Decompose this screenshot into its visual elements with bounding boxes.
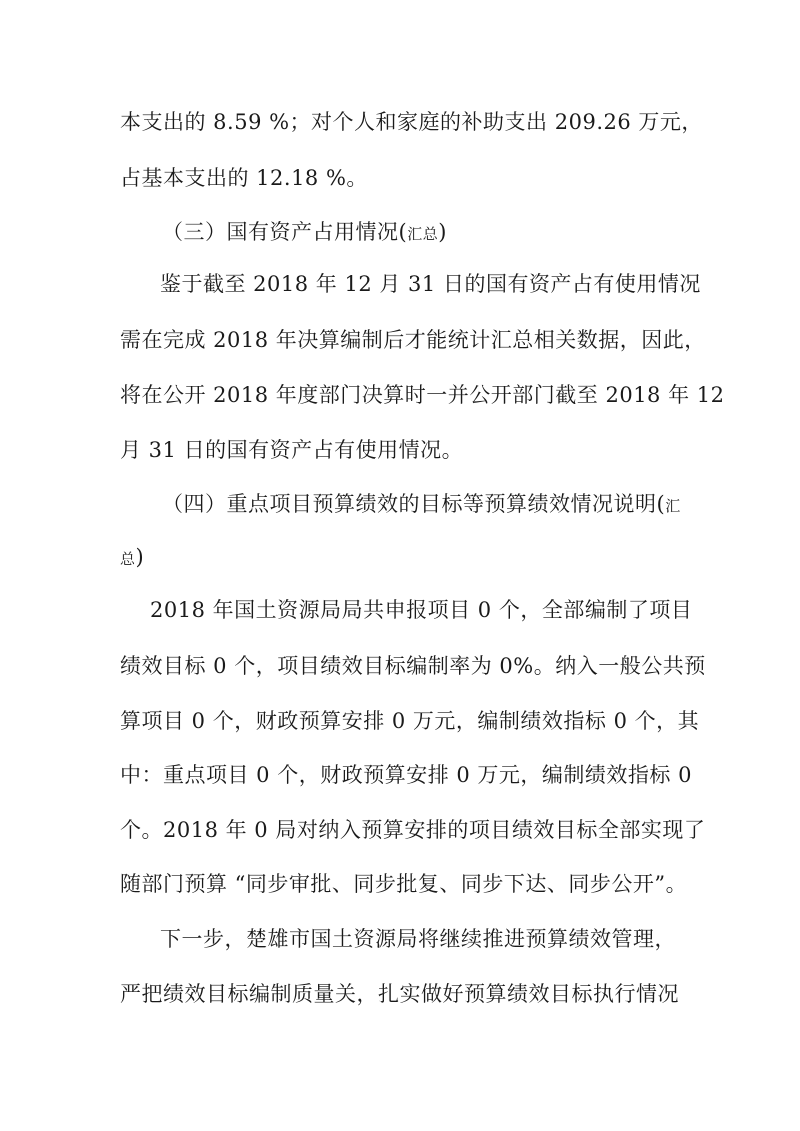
- text-line-6: 将在公开 2018 年度部门决算时一并公开部门截至 2018 年 12: [120, 383, 725, 407]
- text-line-12: 个。2018 年 0 局对纳入预算安排的项目绩效目标全部实现了: [120, 818, 706, 842]
- heading-3-note: 汇总: [407, 225, 439, 243]
- section-heading-3: [162, 218, 447, 248]
- text-line-7: 月 31 日的国有资产占有使用情况。: [120, 438, 464, 462]
- text-line-1: 本支出的 8.59 %；对个人和家庭的补助支出 209.26 万元，: [120, 110, 703, 134]
- text-line-10: 算项目 0 个，财政预算安排 0 万元，编制绩效指标 0 个，其: [120, 709, 700, 733]
- text-line-14: 下一步，楚雄市国土资源局将继续推进预算绩效管理，: [160, 927, 676, 951]
- text-line-13: 随部门预算 “同步审批、同步批复、同步下达、同步公开”。: [120, 872, 688, 896]
- text-line-15: 严把绩效目标编制质量关，扎实做好预算绩效目标执行情况: [120, 982, 679, 1006]
- section-heading-4: [162, 490, 681, 520]
- text-line-2: 占基本支出的 12.18 %。: [120, 166, 368, 190]
- text-line-5: 需在完成 2018 年决算编制后才能统计汇总相关数据，因此，: [120, 328, 706, 352]
- text-line-9: 绩效目标 0 个，项目绩效目标编制率为 0%。纳入一般公共预: [120, 654, 706, 678]
- heading-4-note-a: 汇: [665, 497, 681, 515]
- heading-3-close: ): [438, 220, 447, 244]
- text-line-4: 鉴于截至 2018 年 12 月 31 日的国有资产占有使用情况: [160, 272, 701, 296]
- text-line-8: 2018 年国土资源局局共申报项目 0 个，全部编制了项目: [150, 598, 693, 622]
- heading-3-text: （三）国有资产占用情况(: [162, 220, 408, 244]
- text-line-11: 中：重点项目 0 个，财政预算安排 0 万元，编制绩效指标 0: [120, 763, 692, 787]
- section-heading-4-cont: [120, 543, 144, 573]
- heading-4-note-b: 总: [120, 550, 136, 568]
- heading-4-close: ): [135, 545, 145, 569]
- heading-4-text: （四）重点项目预算绩效的目标等预算绩效情况说明(: [162, 492, 666, 516]
